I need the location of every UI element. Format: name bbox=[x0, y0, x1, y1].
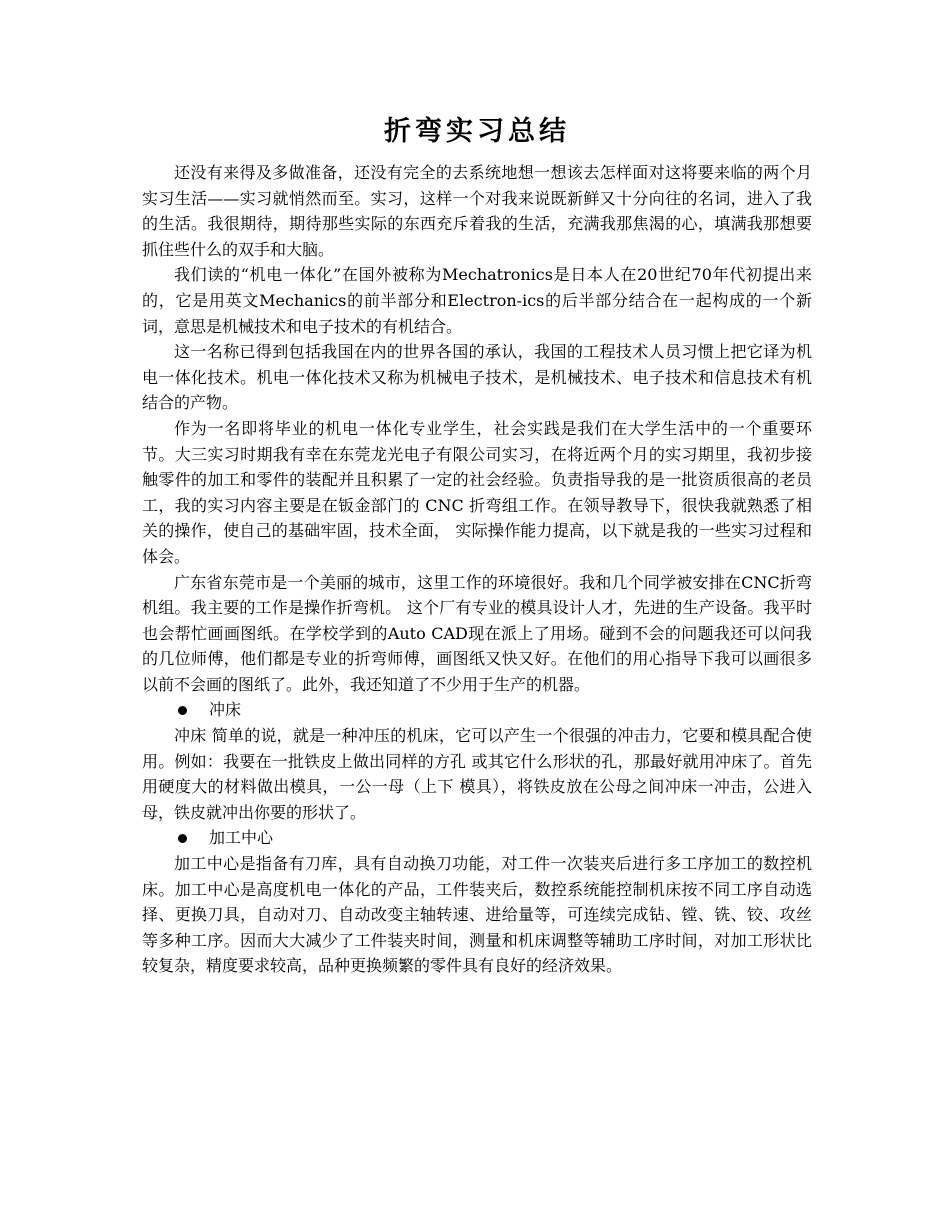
document-page bbox=[142, 112, 812, 979]
paragraph: 还没有来得及多做准备，还没有完全的去系统地想一想该去怎样面对这将要来临的两个月实习生活——实习就悄然而至。实习，这样一个对我来说既新鲜又十分向往的名词，进入了我的生活。我很期待，期待那些实际的东西充斥着我的生活，充满我那焦渴的心，填满我那想要抓住些什么的双手和大脑。 bbox=[142, 163, 812, 259]
paragraph: 冲床 简单的说，就是一种冲压的机床，它可以产生一个很强的冲击力，它要和模具配合使用。例如：我要在一批铁皮上做出同样的方孔 或其它什么形状的孔，那最好就用冲床了。首先用硬度大的材料做出模具，一公一母（上下 模具），将铁皮放在公母之间冲床一冲击，公进入母，铁皮就冲出你要的形状了。 bbox=[142, 726, 812, 822]
paragraph: 作为一名即将毕业的机电一体化专业学生，社会实践是我们在大学生活中的一个重要环节。大三实习时期我有幸在东莞龙光电子有限公司实习，在将近两个月的实习期里，我初步接触零件的加工和零件的装配并且积累了一定的社会经验。负责指导我的是一批资质很高的老员工，我的实习内容主要是在钣金部门的 CNC 折弯组工作。在领导教导下，很快我就熟悉了相关的操作，使自己的基础牢固，技术全面， 实际操作能力提高，以下就是我的一些实习过程和体会。 bbox=[142, 418, 812, 566]
section-heading-punch-press bbox=[142, 697, 812, 723]
bullet-icon bbox=[178, 834, 187, 843]
section-heading-label: 冲床 bbox=[209, 700, 242, 720]
document-title: 折弯实习总结 bbox=[384, 116, 570, 147]
paragraph: 广东省东莞市是一个美丽的城市，这里工作的环境很好。我和几个同学被安排在CNC折弯机组。我主要的工作是操作折弯机。 这个厂有专业的模具设计人才，先进的生产设备。我平时也会帮忙画画图纸。在学校学到的Auto CAD现在派上了用场。碰到不会的问题我还可以问我的几位师傅，他们都是专业的折弯师傅，画图纸又快又好。在他们的用心指导下我可以画很多以前不会画的图纸了。此外，我还知道了不少用于生产的机器。 bbox=[142, 572, 812, 694]
paragraph: 这一名称已得到包括我国在内的世界各国的承认，我国的工程技术人员习惯上把它译为机电一体化技术。机电一体化技术又称为机械电子技术，是机械技术、电子技术和信息技术有机结合的产物。 bbox=[142, 342, 812, 413]
paragraph: 我们读的“机电一体化”在国外被称为Mechatronics是日本人在20世纪70年代初提出来的，它是用英文Mechanics的前半部分和Electron-ics的后半部分结合在一起构成的一个新词，意思是机械技术和电子技术的有机结合。 bbox=[142, 265, 812, 336]
bullet-icon bbox=[178, 706, 187, 715]
section-heading-label: 加工中心 bbox=[209, 828, 274, 848]
paragraph: 加工中心是指备有刀库，具有自动换刀功能，对工件一次装夹后进行多工序加工的数控机床。加工中心是高度机电一体化的产品，工件装夹后，数控系统能控制机床按不同工序自动选择、更换刀具，自动对刀、自动改变主轴转速、进给量等，可连续完成钻、镗、铣、铰、攻丝等多种工序。因而大大减少了工件装夹时间，测量和机床调整等辅助工序时间，对加工形状比较复杂，精度要求较高，品种更换频繁的零件具有良好的经济效果。 bbox=[142, 854, 812, 976]
section-heading-machining-center bbox=[142, 825, 812, 851]
